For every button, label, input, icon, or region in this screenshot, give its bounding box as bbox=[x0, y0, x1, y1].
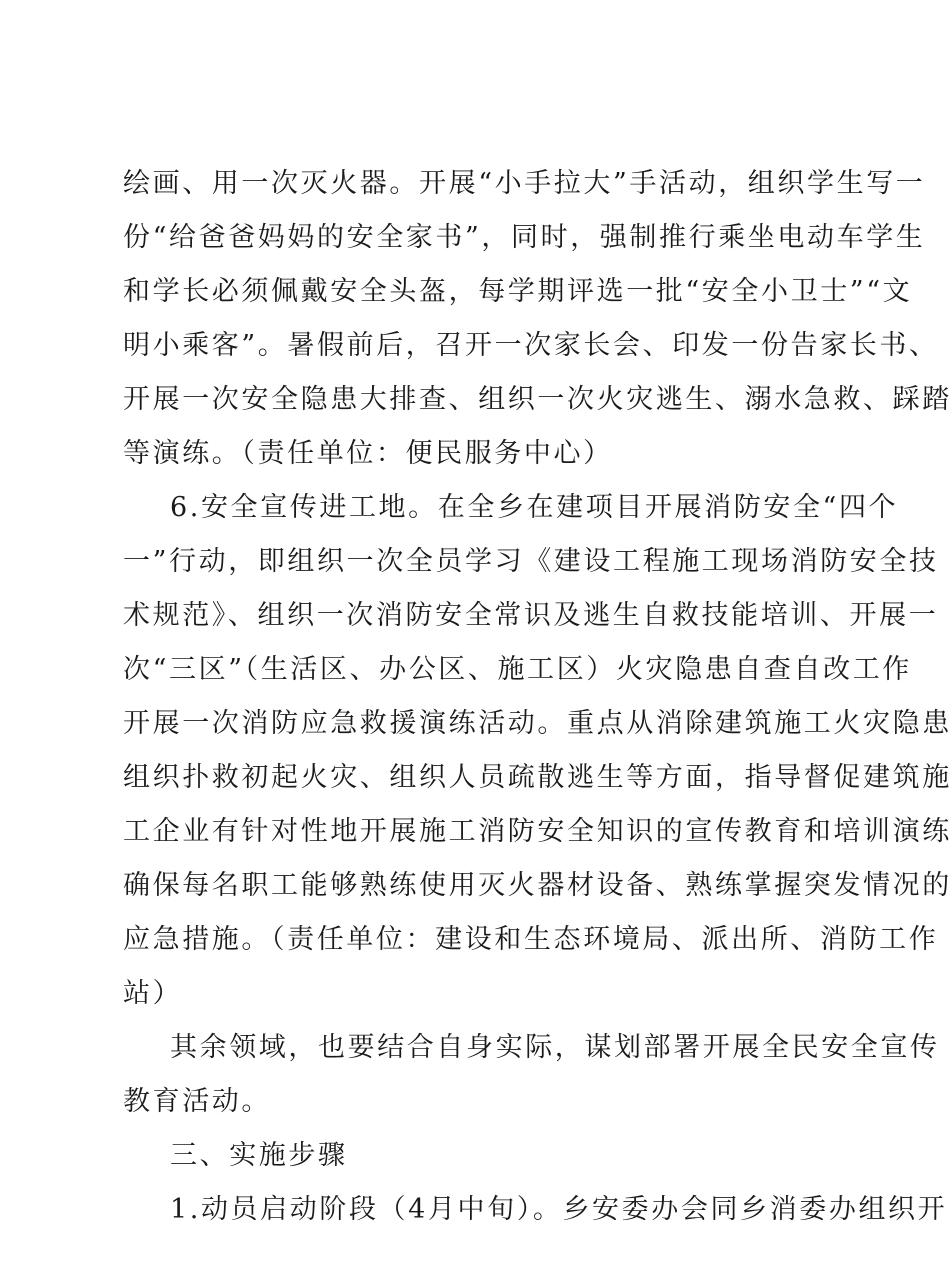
text-line: 确保每名职工能够熟练使用灭火器材设备、熟练掌握突发情况的 bbox=[123, 870, 952, 901]
text-line: 一”行动，即组织一次全员学习《建设工程施工现场消防安全技 bbox=[123, 546, 939, 577]
step-heading-1: 1.动员启动阶段（4月中旬）。乡安委办会同乡消委办组织开 bbox=[170, 1194, 948, 1225]
paragraph-start: 其余领域，也要结合自身实际，谋划部署开展全民安全宣传 bbox=[170, 1032, 940, 1063]
text-line: 次“三区”（生活区、办公区、施工区）火灾隐患自查自改工作 bbox=[123, 654, 912, 685]
text-line: 和学长必须佩戴安全头盔，每学期评选一批“安全小卫士”“文 bbox=[123, 276, 913, 307]
text-line: 开展一次安全隐患大排查、组织一次火灾逃生、溺水急救、踩踏 bbox=[123, 384, 952, 415]
text-line: 教育活动。 bbox=[123, 1086, 271, 1117]
text-line: 工企业有针对性地开展施工消防安全知识的宣传教育和培训演练 bbox=[123, 816, 952, 847]
text-line: 应急措施。（责任单位：建设和生态环境局、派出所、消防工作 bbox=[123, 924, 939, 955]
text-line: 站） bbox=[123, 978, 183, 1009]
text-line: 组织扑救初起火灾、组织人员疏散逃生等方面，指导督促建筑施 bbox=[123, 762, 952, 793]
text-line: 术规范》、组织一次消防安全常识及逃生自救技能培训、开展一 bbox=[123, 600, 939, 631]
section-heading-3: 三、实施步骤 bbox=[170, 1140, 348, 1171]
section-heading-6: 6.安全宣传进工地。在全乡在建项目开展消防安全“四个 bbox=[170, 492, 899, 523]
text-line: 绘画、用一次灭火器。开展“小手拉大”手活动，组织学生写一 bbox=[123, 168, 926, 199]
text-line: 开展一次消防应急救援演练活动。重点从消除建筑施工火灾隐患 bbox=[123, 708, 952, 739]
text-line: 明小乘客”。暑假前后，召开一次家长会、印发一份告家长书、 bbox=[123, 330, 939, 361]
text-line: 份“给爸爸妈妈的安全家书”，同时，强制推行乘坐电动车学生 bbox=[123, 222, 926, 253]
text-line: 等演练。（责任单位：便民服务中心） bbox=[123, 438, 613, 469]
